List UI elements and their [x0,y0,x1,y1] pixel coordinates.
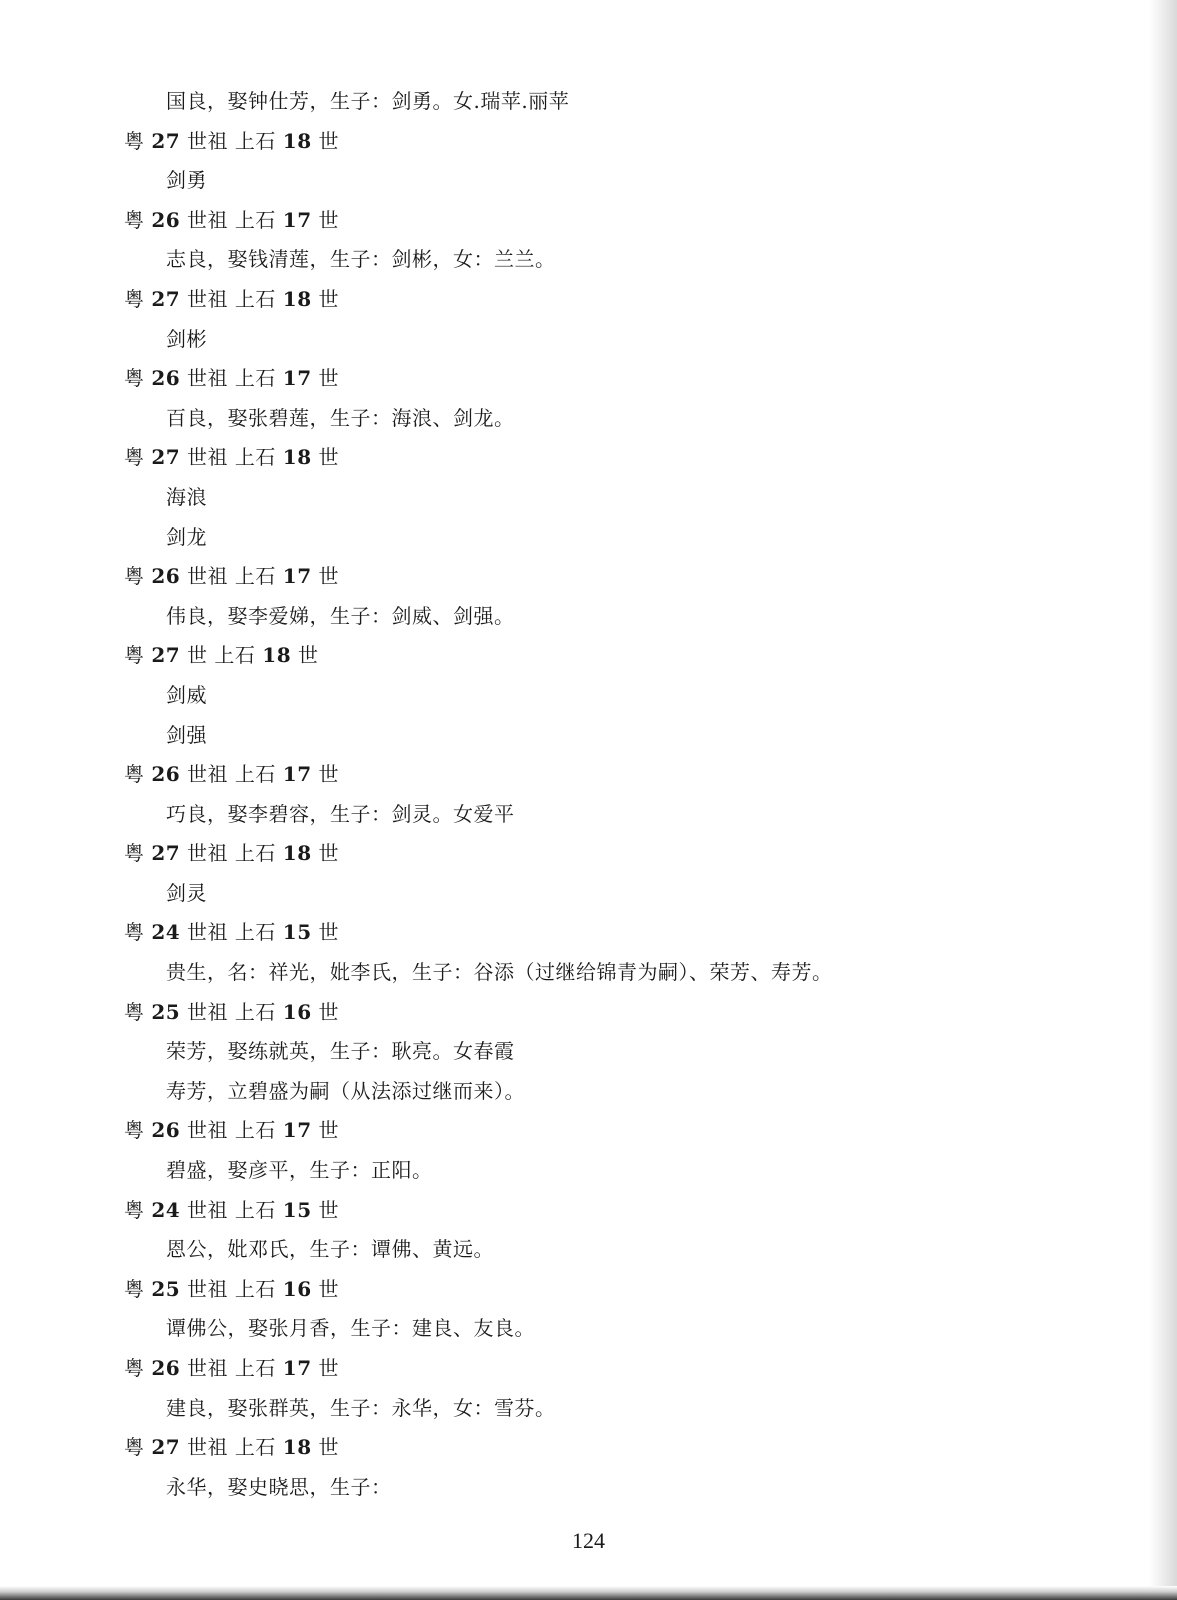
generation-number: 15 [282,920,312,945]
heading-text: 世 [311,128,339,153]
scan-right-edge-shadow [1149,0,1177,1600]
generation-heading [124,1349,1074,1389]
generation-number: 25 [151,999,181,1024]
generation-number: 27 [151,643,181,668]
generation-heading [124,1428,1074,1468]
generation-number: 18 [282,128,312,153]
heading-text: 粤 [124,1435,152,1460]
genealogy-entry: 永华，娶史晓思，生子： [166,1474,392,1499]
heading-text: 世 [311,445,339,470]
generation-heading [124,359,1074,399]
heading-text: 世 [311,286,339,311]
generation-number: 27 [151,128,181,153]
genealogy-entry: 剑灵 [166,880,207,905]
heading-text: 世 [311,762,339,787]
genealogy-entry: 贵生，名：祥光，妣李氏，生子：谷添（过继给锦青为嗣）、荣芳、寿芳。 [166,960,833,985]
genealogy-entry: 伟良，娶李爱娣，生子：剑威、剑强。 [166,603,515,628]
heading-text: 世祖 上石 [180,128,283,153]
genealogy-entry: 剑勇 [166,168,207,193]
generation-number: 27 [151,841,181,866]
heading-text: 粤 [124,1356,152,1380]
heading-text: 粤 [124,286,152,311]
heading-text: 粤 [124,564,152,589]
heading-text: 世祖 上石 [180,207,283,232]
generation-number: 26 [151,1356,181,1380]
heading-text: 世祖 上石 [180,564,283,589]
heading-text: 粤 [124,920,152,945]
heading-text: 世祖 上石 [180,1197,283,1222]
generation-heading [124,636,1074,676]
heading-text: 世 [311,920,339,945]
generation-number: 16 [282,999,312,1024]
genealogy-entry: 剑彬 [166,326,207,351]
generation-heading [124,280,1074,320]
generation-number: 25 [151,1276,181,1301]
heading-text: 世 上石 [180,643,263,668]
heading-text: 世祖 上石 [180,286,283,311]
generation-number: 18 [282,1435,312,1460]
generation-heading [124,122,1074,162]
heading-text: 世 [311,207,339,232]
generation-number: 17 [282,366,312,391]
heading-text: 粤 [124,841,152,866]
heading-text: 粤 [124,1118,152,1143]
genealogy-entry: 寿芳，立碧盛为嗣（从法添过继而来）。 [166,1078,525,1103]
generation-number: 17 [282,762,312,787]
heading-text: 世祖 上石 [180,366,283,391]
heading-text: 粤 [124,128,152,153]
generation-number: 26 [151,207,181,232]
genealogy-entry: 剑龙 [166,524,207,549]
generation-number: 17 [282,564,312,589]
genealogy-entry: 国良，娶钟仕芳，生子：剑勇。女.瑞苹.丽苹 [166,89,570,113]
heading-text: 世祖 上石 [180,1118,283,1143]
heading-text: 粤 [124,366,152,391]
heading-text: 世 [311,1197,339,1222]
heading-text: 粤 [124,1276,152,1301]
heading-text: 世 [291,643,319,668]
genealogy-entry: 建良，娶张群英，生子：永华，女：雪芬。 [166,1395,556,1420]
generation-number: 17 [282,1118,312,1143]
heading-text: 粤 [124,643,152,668]
generation-number: 27 [151,1435,181,1460]
heading-text: 世祖 上石 [180,1276,283,1301]
genealogy-entry: 剑强 [166,722,207,747]
heading-text: 世祖 上石 [180,999,283,1024]
genealogy-entry: 百良，娶张碧莲，生子：海浪、剑龙。 [166,405,515,430]
generation-number: 27 [151,286,181,311]
heading-text: 粤 [124,207,152,232]
heading-text: 世 [311,1118,339,1143]
generation-number: 17 [282,207,312,232]
generation-heading [124,755,1074,795]
generation-number: 26 [151,1118,181,1143]
generation-number: 17 [282,1356,312,1380]
generation-heading [124,834,1074,874]
generation-heading [124,201,1074,241]
generation-number: 24 [151,1197,181,1222]
generation-number: 15 [282,1197,312,1222]
generation-heading [124,1111,1074,1151]
heading-text: 世祖 上石 [180,1435,283,1460]
heading-text: 世祖 上石 [180,445,283,470]
generation-number: 18 [282,286,312,311]
heading-text: 粤 [124,1197,152,1222]
heading-text: 粤 [124,762,152,787]
heading-text: 世 [311,1356,339,1380]
heading-text: 世祖 上石 [180,920,283,945]
heading-text: 世 [311,366,339,391]
genealogy-entry: 剑威 [166,682,207,707]
generation-heading [124,1270,1074,1310]
generation-number: 18 [282,445,312,470]
heading-text: 世祖 上石 [180,841,283,866]
genealogy-entry: 碧盛，娶彦平，生子：正阳。 [166,1158,433,1183]
generation-heading [124,913,1074,953]
generation-number: 26 [151,762,181,787]
generation-number: 18 [282,841,312,866]
generation-heading [124,1191,1074,1231]
generation-number: 26 [151,366,181,391]
generation-number: 16 [282,1276,312,1301]
generation-number: 24 [151,920,181,945]
heading-text: 粤 [124,445,152,470]
genealogy-entry: 志良，娶钱清莲，生子：剑彬，女：兰兰。 [166,247,556,272]
generation-number: 18 [262,643,292,668]
genealogy-entry: 荣芳，娶练就英，生子：耿亮。女春霞 [166,1039,515,1064]
heading-text: 世 [311,999,339,1024]
generation-heading [124,993,1074,1033]
genealogy-text-block [124,82,1074,1507]
genealogy-entry: 巧良，娶李碧容，生子：剑灵。女爱平 [166,801,515,826]
genealogy-entry: 谭佛公，娶张月香，生子：建良、友良。 [166,1316,535,1341]
scan-bottom-edge-shadow [0,1586,1177,1600]
generation-number: 26 [151,564,181,589]
heading-text: 世 [311,841,339,866]
heading-text: 世 [311,1276,339,1301]
generation-heading [124,557,1074,597]
page-number: 124 [572,1528,605,1553]
heading-text: 世祖 上石 [180,762,283,787]
generation-heading [124,438,1074,478]
genealogy-entry: 海浪 [166,484,207,509]
generation-number: 27 [151,445,181,470]
heading-text: 粤 [124,999,152,1024]
heading-text: 世 [311,564,339,589]
heading-text: 世 [311,1435,339,1460]
heading-text: 世祖 上石 [180,1356,283,1380]
genealogy-entry: 恩公，妣邓氏，生子：谭佛、黄远。 [166,1237,494,1262]
